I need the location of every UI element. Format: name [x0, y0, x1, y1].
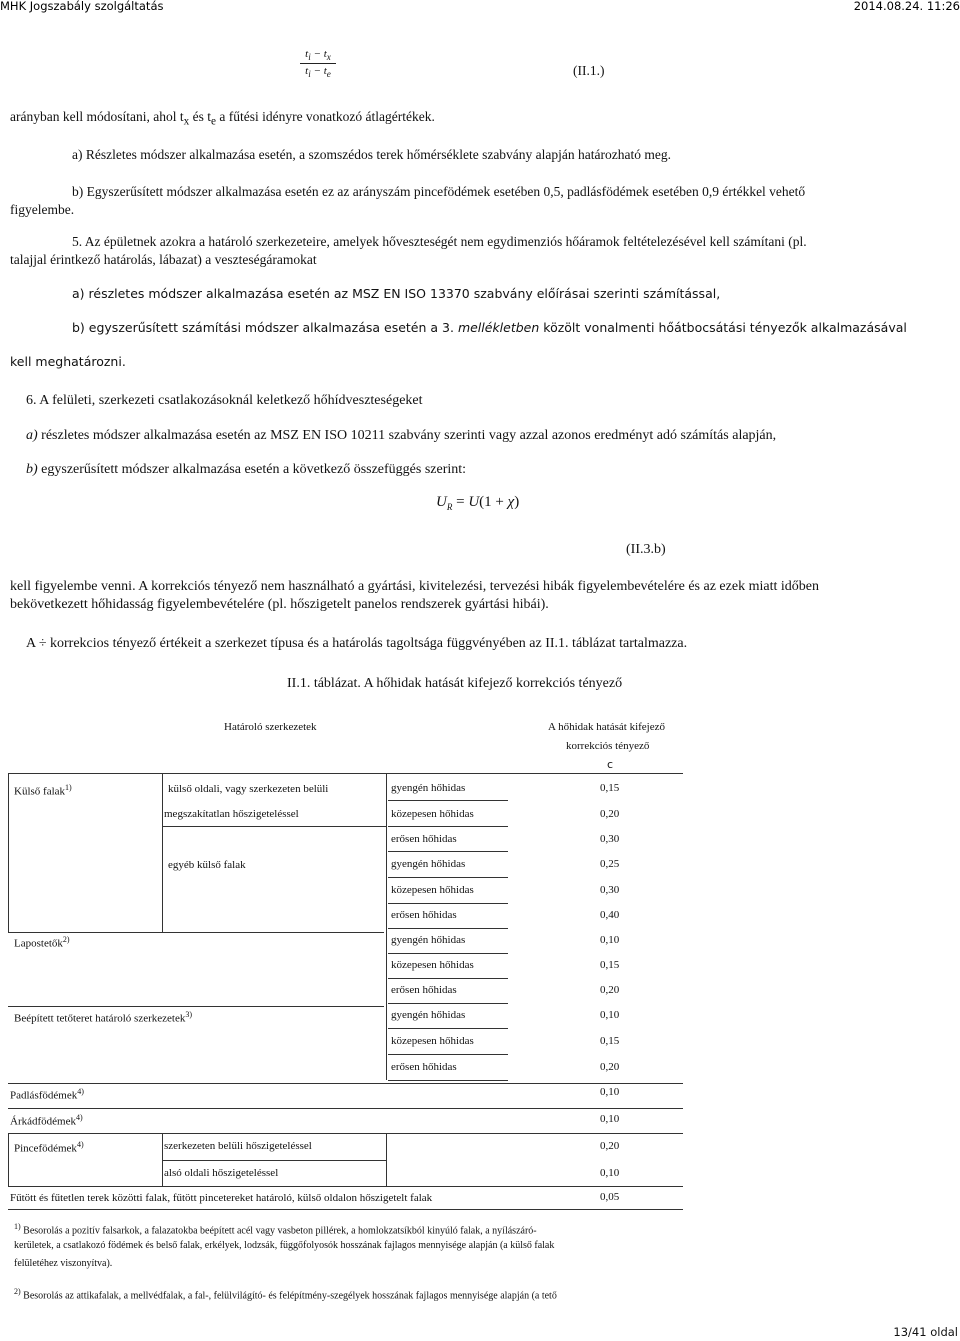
table-cell: 0,10: [600, 1167, 620, 1179]
table-cell: gyengén hőhidas: [391, 934, 466, 946]
table-rule: [8, 1006, 384, 1007]
table-cell: erősen hőhidas: [391, 1061, 457, 1073]
equation-label-2: (II.3.b): [626, 542, 666, 557]
table-rule: [8, 1108, 683, 1109]
table-cell: 0,30: [600, 833, 620, 845]
table-rule: [8, 1083, 683, 1084]
equation-label-1: (II.1.): [573, 63, 605, 78]
table-rule: [388, 877, 508, 878]
table-cell: 0,10: [600, 934, 620, 946]
table-cell: 0,25: [600, 858, 620, 870]
table-cell: 0,15: [600, 959, 620, 971]
table-cell: gyengén hőhidas: [391, 1009, 466, 1021]
formula-ur: $U_R = U(1 + \chi)$: [436, 494, 520, 512]
table-rule: [388, 1028, 508, 1029]
table-cell: erősen hőhidas: [391, 984, 457, 996]
table-rule: [388, 928, 508, 929]
table-row: Árkádfödémek$^{4)}$: [10, 1113, 83, 1128]
paragraph-6a: a) részletes módszer alkalmazása esetén az MSZ EN ISO 10211 szabvány szerinti vagy azzal azonos eredményt adó számítás alapján,: [26, 428, 777, 443]
paragraph-b-line1: b) Egyszerűsített módszer alkalmazása esetén ez az arányszám pincefödémek esetében 0,5, padlásfödémek esetében 0,9 értékkel vehető: [72, 184, 806, 199]
header-datetime: 2014.08.24. 11:26: [853, 0, 960, 13]
table-cell: alsó oldali hőszigeteléssel: [164, 1167, 279, 1179]
table-cell: 0,40: [600, 909, 620, 921]
fraction-bar: [300, 63, 336, 64]
table-rule: [388, 1054, 508, 1055]
paragraph-5a: a) részletes módszer alkalmazása esetén az MSZ EN ISO 13370 szabvány előírásai szerinti számítással,: [72, 286, 721, 301]
table-head-right-1: A hőhidak hatását kifejező: [548, 721, 665, 733]
table-cell: 0,20: [600, 984, 620, 996]
table-head-right-3: c: [607, 758, 614, 771]
table-cell: gyengén hőhidas: [391, 858, 466, 870]
table-row: Külső falak$^{1)}$: [14, 783, 72, 798]
table-rule: [8, 1186, 683, 1187]
table-rule: [388, 1080, 508, 1081]
paragraph-7-line1: kell figyelembe venni. A korrekciós tényező nem használható a gyártási, kivitelezési, tervezési hibák figyelembevételére és az ezek miatt időben: [10, 579, 819, 594]
table-rule: [8, 1209, 683, 1210]
paragraph-6b: b) egyszerűsített módszer alkalmazása esetén a következő összefüggés szerint:: [26, 462, 467, 477]
table-cell: szerkezeten belüli hőszigeteléssel: [164, 1140, 312, 1152]
table-cell: megszakítatlan hőszigeteléssel: [164, 808, 299, 820]
table-cell: külső oldali, vagy szerkezeten belüli: [168, 783, 329, 795]
table-rule: [8, 1133, 683, 1134]
table-rule: [162, 1160, 386, 1161]
table-cell: 0,15: [600, 1035, 620, 1047]
paragraph-8: A ÷ korrekcios tényező értékeit a szerkezet típusa és a határolás tagoltsága függvényében az II.1. táblázat tartalmazza.: [26, 636, 688, 651]
table-cell: 0,20: [600, 1061, 620, 1073]
fraction-denominator: $t_i - t_e$: [305, 65, 331, 80]
table-row: Pincefödémek$^{4)}$: [14, 1140, 84, 1155]
table-rule: [162, 826, 386, 827]
fraction-numerator: $t_i - t_x$: [305, 48, 331, 63]
table-cell: erősen hőhidas: [391, 833, 457, 845]
table-cell: 0,05: [600, 1191, 620, 1203]
table-rule: [388, 953, 508, 954]
footnote-1-line3: felületéhez viszonyítva).: [14, 1258, 113, 1269]
table-cell: erősen hőhidas: [391, 909, 457, 921]
table-cell: 0,10: [600, 1086, 620, 1098]
table-caption: II.1. táblázat. A hőhidak hatását kifejező korrekciós tényező: [287, 676, 623, 691]
table-cell: 0,30: [600, 884, 620, 896]
footnote-2-line1: $^{2)}$ Besorolás az attikafalak, a mellvédfalak, a fal-, felülvilágító- és felépítmény-szegélyek hosszának fajlagos mennyisége alapján (a tető: [14, 1287, 557, 1302]
table-row: Beépített tetőteret határoló szerkezetek$^{3)}$: [14, 1010, 192, 1025]
table-rule: [388, 978, 508, 979]
table-rule: [162, 773, 163, 933]
paragraph-5-end: kell meghatározni.: [10, 354, 126, 369]
paragraph-5b: b) egyszerűsített számítási módszer alkalmazása esetén a 3. mellékletben közölt vonalmenti hőátbocsátási tényezők alkalmazásával: [72, 320, 907, 335]
paragraph-b-line2: figyelembe.: [10, 202, 75, 217]
fraction-formula: [300, 48, 336, 79]
table-rule: [388, 826, 508, 827]
table-head-left: Határoló szerkezetek: [224, 721, 317, 733]
paragraph-a: a) Részletes módszer alkalmazása esetén, a szomszédos terek hőmérséklete szabvány alapján határozható meg.: [72, 147, 671, 162]
table-cell: egyéb külső falak: [168, 859, 246, 871]
table-row: Fűtött és fűtetlen terek közötti falak, fűtött pincetereket határoló, külső oldalon hőszigetelt falak: [10, 1192, 433, 1204]
paragraph-7-line2: bekövetkezett hőhidasság figyelembevételére (pl. hőszigetelt panelos rendszerek gyártási hibái).: [10, 597, 549, 612]
table-rule: [8, 773, 683, 774]
table-cell: közepesen hőhidas: [391, 959, 474, 971]
table-rule: [386, 1133, 387, 1186]
table-rule: [8, 932, 384, 933]
table-cell: gyengén hőhidas: [391, 782, 466, 794]
table-cell: 0,20: [600, 1140, 620, 1152]
table-cell: közepesen hőhidas: [391, 1035, 474, 1047]
table-rule: [8, 773, 9, 933]
table-rule: [388, 800, 508, 801]
table-rule: [386, 773, 387, 1080]
table-cell: 0,10: [600, 1009, 620, 1021]
footnote-1-line1: $^{1)}$ Besorolás a pozitív falsarkok, a falazatokba beépített acél vagy vasbeton pillérek, a homlokzatsíkból kinyúló falak, a nyílászáró-: [14, 1222, 537, 1237]
table-rule: [388, 903, 508, 904]
paragraph-5-line2: talajjal érintkező határolás, lábazat) a veszteségáramokat: [10, 252, 317, 267]
header-title: MHK Jogszabály szolgáltatás: [0, 0, 164, 13]
table-rule: [388, 851, 508, 852]
table-cell: közepesen hőhidas: [391, 884, 474, 896]
table-row: Padlásfödémek$^{4)}$: [10, 1087, 84, 1102]
page-header: [0, 0, 960, 13]
table-rule: [162, 1133, 163, 1186]
table-rule: [8, 1133, 9, 1186]
table-cell: 0,15: [600, 782, 620, 794]
table-cell: 0,10: [600, 1113, 620, 1125]
table-cell: közepesen hőhidas: [391, 808, 474, 820]
paragraph-ratio: arányban kell módosítani, ahol $t_x$ és $t_e$ a fűtési idényre vonatkozó átlagértékek.: [10, 109, 435, 128]
footnote-1-line2: kerületek, a csatlakozó födémek és belső falak, erkélyek, lodzsák, függőfolyosók hosszának fajlagos mennyisége alapján (a külső falak: [14, 1240, 555, 1251]
paragraph-5-line1: 5. Az épületnek azokra a határoló szerkezeteire, amelyek hőveszteségét nem egydimenziós hőáramok feltételezésével kell számítani (pl.: [72, 234, 807, 249]
table-rule: [388, 1003, 508, 1004]
table-row: Lapostetők$^{2)}$: [14, 935, 70, 950]
page-number: 13/41 oldal: [893, 1325, 958, 1339]
table-cell: 0,20: [600, 808, 620, 820]
table-head-right-2: korrekciós tényező: [566, 740, 650, 752]
paragraph-6: 6. A felületi, szerkezeti csatlakozásoknál keletkező hőhídveszteségeket: [26, 393, 423, 408]
